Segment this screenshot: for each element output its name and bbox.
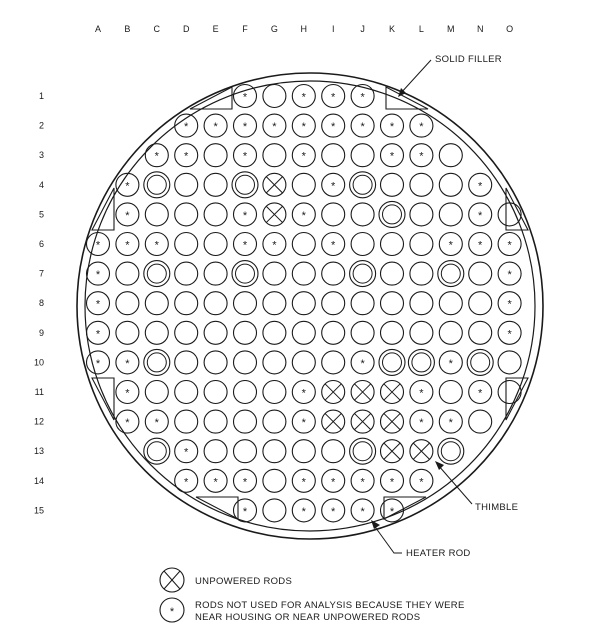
unpowered-rod — [381, 440, 404, 463]
svg-text:*: * — [184, 476, 189, 489]
heater-rod — [204, 203, 227, 226]
legend-unpowered-label: UNPOWERED RODS — [195, 576, 293, 587]
excluded-rod — [410, 410, 433, 433]
thimble — [467, 349, 493, 375]
svg-text:*: * — [242, 209, 248, 222]
unpowered-rod — [322, 410, 345, 433]
row-label: 8 — [38, 298, 44, 309]
svg-text:*: * — [360, 476, 365, 489]
heater-rod — [381, 292, 404, 315]
svg-text:*: * — [360, 91, 365, 104]
heater-rod — [469, 262, 492, 285]
excluded-rod — [234, 203, 257, 226]
svg-text:*: * — [301, 387, 306, 400]
heater-rod — [439, 144, 462, 167]
excluded-rod — [263, 114, 286, 137]
heater-rod — [116, 262, 139, 285]
thimble — [350, 438, 376, 464]
heater-rod — [381, 233, 404, 256]
excluded-rod — [381, 469, 404, 492]
heater-rod — [322, 262, 345, 285]
legend-not-used — [160, 598, 465, 623]
heater-rod — [351, 144, 374, 167]
svg-text:*: * — [507, 239, 512, 252]
heater-rod — [204, 144, 227, 167]
heater-rod — [175, 321, 198, 344]
svg-text:*: * — [301, 209, 306, 222]
svg-text:*: * — [125, 357, 130, 370]
heater-rod — [175, 262, 198, 285]
svg-text:*: * — [242, 505, 248, 518]
excluded-rod — [234, 114, 257, 137]
unpowered-rod — [381, 410, 404, 433]
column-label: K — [388, 24, 396, 34]
svg-text:*: * — [419, 121, 424, 134]
svg-text:*: * — [242, 239, 248, 252]
row-label: 2 — [38, 120, 44, 131]
heater-rod — [175, 173, 198, 196]
column-label: D — [182, 24, 190, 34]
heater-rod — [204, 440, 227, 463]
heater-rod — [292, 351, 315, 374]
excluded-rod — [292, 203, 315, 226]
svg-text:*: * — [419, 150, 424, 163]
column-label: O — [506, 24, 514, 34]
solid-filler-leader — [400, 60, 431, 94]
svg-text:*: * — [301, 417, 306, 430]
heater-rod — [410, 173, 433, 196]
heater-rod — [263, 144, 286, 167]
svg-text:*: * — [301, 91, 306, 104]
heater-rod — [145, 381, 168, 404]
excluded-rod — [234, 144, 257, 167]
svg-text:*: * — [272, 239, 277, 252]
heater-rod — [263, 351, 286, 374]
heater-rod — [234, 292, 257, 315]
column-label: I — [331, 24, 335, 34]
heater-rod — [410, 203, 433, 226]
row-label: 14 — [33, 475, 44, 486]
column-label: A — [94, 24, 102, 34]
svg-text:*: * — [125, 239, 130, 252]
excluded-rod — [351, 114, 374, 137]
thimble — [408, 349, 434, 375]
heater-rod — [204, 292, 227, 315]
excluded-rod — [292, 85, 315, 108]
excluded-rod — [87, 262, 110, 285]
unpowered-rod — [322, 381, 345, 404]
excluded-rod — [116, 173, 139, 196]
excluded-rod — [175, 144, 198, 167]
svg-text:*: * — [301, 476, 306, 489]
svg-text:*: * — [360, 357, 365, 370]
thimble-arrowhead — [435, 461, 444, 470]
column-label: C — [153, 24, 161, 34]
excluded-rod — [439, 410, 462, 433]
excluded-rod — [322, 173, 345, 196]
legend-unpowered — [160, 568, 292, 592]
heater-rod — [263, 381, 286, 404]
thimble — [144, 349, 170, 375]
heater-rod — [469, 292, 492, 315]
svg-text:*: * — [448, 357, 453, 370]
excluded-rod — [381, 114, 404, 137]
heater-rod — [175, 410, 198, 433]
excluded-rod — [292, 499, 315, 522]
thimble — [144, 172, 170, 198]
row-label: 3 — [38, 150, 44, 161]
svg-text:*: * — [448, 417, 453, 430]
unpowered-rod — [351, 381, 374, 404]
svg-text:*: * — [389, 476, 395, 489]
column-headers — [95, 24, 513, 34]
column-label: E — [212, 24, 219, 34]
heater-rod — [204, 262, 227, 285]
svg-text:*: * — [301, 150, 306, 163]
heater-rod — [322, 203, 345, 226]
svg-text:*: * — [95, 298, 101, 311]
thimble — [379, 349, 405, 375]
heater-rod — [263, 85, 286, 108]
excluded-rod — [322, 114, 345, 137]
svg-text:*: * — [184, 150, 189, 163]
heater-rod — [234, 351, 257, 374]
excluded-rod — [351, 351, 374, 374]
heater-rod — [322, 440, 345, 463]
svg-text:*: * — [301, 505, 306, 518]
thimble — [350, 172, 376, 198]
svg-text:*: * — [184, 121, 189, 134]
svg-text:*: * — [154, 150, 159, 163]
heater-rod — [292, 440, 315, 463]
excluded-rod — [322, 469, 345, 492]
excluded-rod — [204, 469, 227, 492]
heater-rod — [322, 292, 345, 315]
heater-rod — [351, 203, 374, 226]
heater-rod — [175, 381, 198, 404]
svg-text:*: * — [478, 180, 483, 193]
heater-rod — [322, 351, 345, 374]
excluded-rod — [351, 85, 374, 108]
heater-rod — [234, 410, 257, 433]
heater-rod — [439, 173, 462, 196]
svg-text:*: * — [242, 91, 248, 104]
excluded-rod — [410, 469, 433, 492]
excluded-rod — [234, 469, 257, 492]
svg-text:*: * — [507, 328, 512, 341]
excluded-rod — [292, 144, 315, 167]
heater-rod — [145, 203, 168, 226]
heater-rod — [263, 440, 286, 463]
excluded-rod — [381, 144, 404, 167]
heater-rod — [234, 321, 257, 344]
excluded-rod — [145, 233, 168, 256]
excluded-rod — [322, 499, 345, 522]
heater-rod — [292, 173, 315, 196]
svg-text:*: * — [95, 269, 101, 282]
svg-text:*: * — [331, 180, 336, 193]
excluded-rod — [204, 114, 227, 137]
column-label: F — [242, 24, 248, 34]
heater-rod — [175, 292, 198, 315]
excluded-rod — [469, 173, 492, 196]
excluded-rod — [116, 203, 139, 226]
row-label: 9 — [38, 327, 44, 338]
heater-rod — [381, 173, 404, 196]
heater-rod — [351, 292, 374, 315]
svg-text:*: * — [389, 121, 395, 134]
heater-rod — [175, 351, 198, 374]
svg-text:*: * — [360, 121, 365, 134]
thimble-label: THIMBLE — [475, 502, 519, 513]
excluded-rod — [234, 499, 257, 522]
svg-text:*: * — [331, 91, 336, 104]
heater-rod — [263, 499, 286, 522]
solid-filler-wedge — [92, 188, 114, 230]
heater-rod — [145, 321, 168, 344]
thimble — [379, 201, 405, 227]
heater-rod — [469, 410, 492, 433]
excluded-rod — [439, 233, 462, 256]
solid-filler-wedge — [386, 87, 428, 109]
row-label: 11 — [34, 387, 44, 397]
heater-rod — [263, 469, 286, 492]
heater-rod — [145, 292, 168, 315]
row-label: 6 — [38, 239, 44, 249]
svg-text:*: * — [213, 476, 218, 489]
heater-rod — [410, 233, 433, 256]
excluded-rod — [234, 85, 257, 108]
excluded-rod — [469, 203, 492, 226]
excluded-rod — [498, 321, 521, 344]
svg-text:*: * — [331, 476, 336, 489]
excluded-rod — [234, 233, 257, 256]
thimble — [438, 261, 464, 287]
heater-rod — [322, 144, 345, 167]
heater-rod — [204, 410, 227, 433]
heater-rod — [116, 321, 139, 344]
svg-text:*: * — [507, 298, 512, 311]
column-label: N — [476, 24, 484, 34]
heater-rod — [204, 321, 227, 344]
excluded-rod — [292, 114, 315, 137]
excluded-rod — [469, 233, 492, 256]
svg-text:*: * — [301, 121, 306, 134]
excluded-rod — [292, 410, 315, 433]
housing-outer-ring — [77, 73, 543, 539]
row-label: 1 — [38, 91, 44, 101]
heater-rod — [175, 203, 198, 226]
svg-text:*: * — [213, 121, 218, 134]
thimble — [144, 438, 170, 464]
row-label: 7 — [38, 268, 44, 279]
excluded-rod — [87, 292, 110, 315]
heater-rod — [351, 321, 374, 344]
heater-rod — [263, 262, 286, 285]
excluded-rod — [439, 351, 462, 374]
excluded-rod — [410, 144, 433, 167]
column-label: M — [447, 24, 455, 34]
heater-rod — [204, 351, 227, 374]
thimble — [438, 438, 464, 464]
svg-text:*: * — [95, 328, 101, 341]
excluded-rod — [351, 499, 374, 522]
heater-rod — [204, 173, 227, 196]
rod-grid — [87, 85, 522, 522]
excluded-rod — [175, 440, 198, 463]
heater-rod — [410, 321, 433, 344]
row-label: 13 — [33, 446, 44, 457]
excluded-rod — [87, 233, 110, 256]
heater-rod — [292, 262, 315, 285]
svg-text:*: * — [125, 387, 130, 400]
legend-not-used-line2: NEAR HOUSING OR NEAR UNPOWERED RODS — [195, 612, 421, 623]
heater-rod — [234, 381, 257, 404]
svg-text:*: * — [478, 239, 483, 252]
excluded-rod — [498, 292, 521, 315]
svg-text:*: * — [125, 209, 130, 222]
thimble — [350, 261, 376, 287]
svg-text:*: * — [242, 121, 248, 134]
heater-rod — [175, 233, 198, 256]
heater-rod-label: HEATER ROD — [406, 548, 471, 559]
column-label: B — [124, 24, 131, 34]
svg-text:*: * — [448, 239, 453, 252]
excluded-rod — [498, 233, 521, 256]
excluded-rod — [410, 114, 433, 137]
heater-rod — [204, 233, 227, 256]
excluded-rod — [116, 351, 139, 374]
excluded-rod — [322, 233, 345, 256]
excluded-rod — [410, 381, 433, 404]
excluded-rod — [87, 321, 110, 344]
heater-rod — [439, 381, 462, 404]
svg-text:*: * — [95, 357, 101, 370]
unpowered-rod — [351, 410, 374, 433]
excluded-rod — [116, 381, 139, 404]
unpowered-rod — [410, 440, 433, 463]
heater-rod — [439, 203, 462, 226]
svg-text:*: * — [507, 269, 512, 282]
heater-rod — [469, 321, 492, 344]
svg-text:*: * — [360, 505, 365, 518]
svg-text:*: * — [125, 180, 130, 193]
heater-rod — [439, 292, 462, 315]
svg-text:*: * — [125, 417, 130, 430]
solid-filler-wedge — [196, 497, 238, 519]
svg-text:*: * — [419, 387, 424, 400]
not-used-asterisk: * — [169, 606, 175, 618]
excluded-rod — [469, 381, 492, 404]
svg-text:*: * — [242, 476, 248, 489]
svg-text:*: * — [184, 446, 189, 459]
excluded-rod — [116, 410, 139, 433]
heater-rod — [234, 440, 257, 463]
svg-text:*: * — [331, 505, 336, 518]
svg-text:*: * — [389, 505, 395, 518]
heater-rod — [381, 262, 404, 285]
svg-text:*: * — [95, 239, 101, 252]
svg-text:*: * — [478, 387, 483, 400]
thimble — [232, 261, 258, 287]
svg-text:*: * — [389, 150, 395, 163]
heater-rod — [292, 233, 315, 256]
excluded-rod — [292, 381, 315, 404]
excluded-rod — [145, 144, 168, 167]
svg-text:*: * — [419, 476, 424, 489]
row-label: 12 — [33, 416, 44, 427]
svg-text:*: * — [154, 417, 159, 430]
excluded-rod — [175, 469, 198, 492]
excluded-rod — [351, 469, 374, 492]
svg-text:*: * — [242, 150, 248, 163]
svg-text:*: * — [478, 209, 483, 222]
heater-rod — [410, 292, 433, 315]
excluded-rod — [263, 233, 286, 256]
heater-rod — [410, 262, 433, 285]
heater-rod — [292, 292, 315, 315]
heater-rod — [439, 321, 462, 344]
unpowered-rod — [263, 203, 286, 226]
excluded-rod — [116, 233, 139, 256]
heater-rod — [292, 321, 315, 344]
row-headers — [34, 91, 44, 515]
row-label: 15 — [33, 505, 44, 516]
heater-rod — [116, 292, 139, 315]
excluded-rod — [145, 410, 168, 433]
heater-rod — [263, 321, 286, 344]
heater-rod — [381, 321, 404, 344]
thimble — [232, 172, 258, 198]
svg-text:*: * — [272, 121, 277, 134]
svg-text:*: * — [331, 121, 336, 134]
excluded-rod — [322, 85, 345, 108]
svg-text:*: * — [154, 239, 159, 252]
legend-not-used-line1: RODS NOT USED FOR ANALYSIS BECAUSE THEY WERE — [195, 600, 465, 611]
svg-text:*: * — [419, 417, 424, 430]
unpowered-rod — [263, 173, 286, 196]
solid-filler-label: SOLID FILLER — [435, 54, 502, 65]
row-label: 4 — [38, 179, 44, 190]
svg-text:*: * — [331, 239, 336, 252]
heater-rod — [263, 292, 286, 315]
excluded-rod — [292, 469, 315, 492]
column-label: L — [418, 24, 424, 34]
column-label: J — [360, 24, 365, 34]
excluded-rod — [498, 262, 521, 285]
heater-rod — [498, 351, 521, 374]
heater-rod — [263, 410, 286, 433]
column-label: G — [270, 24, 278, 34]
unpowered-rod — [381, 381, 404, 404]
column-label: H — [300, 24, 308, 34]
row-label: 10 — [33, 357, 44, 368]
heater-rod — [322, 321, 345, 344]
row-label: 5 — [38, 209, 44, 220]
heater-rod — [498, 203, 521, 226]
excluded-rod — [87, 351, 110, 374]
heater-rod — [204, 381, 227, 404]
thimble — [144, 261, 170, 287]
heater-rod — [351, 233, 374, 256]
